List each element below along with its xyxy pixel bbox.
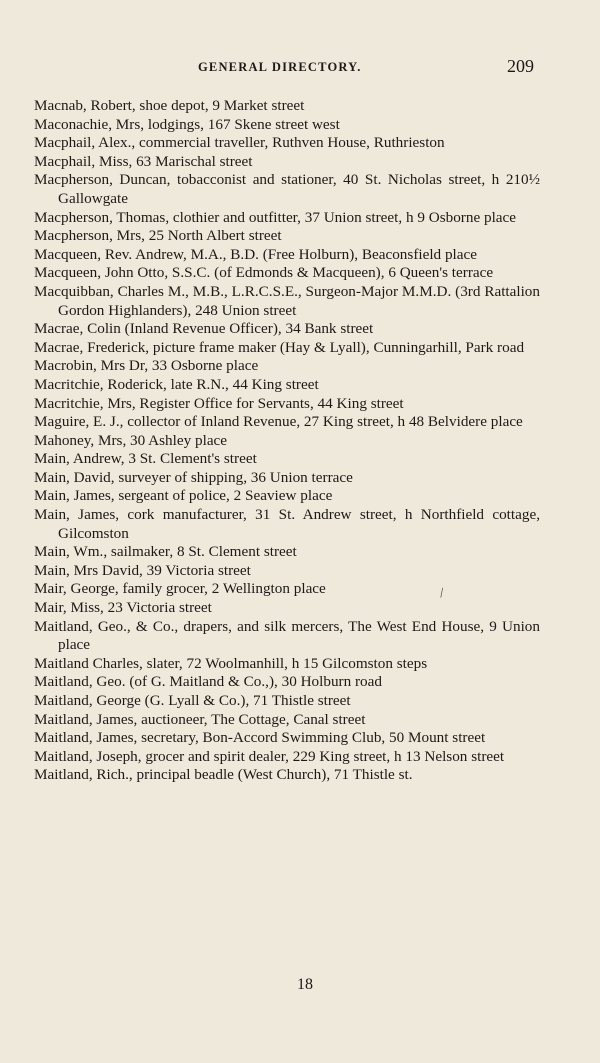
directory-entry: Maitland Charles, slater, 72 Woolmanhill, h 15 Gilcomston steps bbox=[34, 654, 428, 672]
directory-entry: Macrobin, Mrs Dr, 33 Osborne place bbox=[34, 357, 259, 375]
directory-entry: Maguire, E. J., collector of Inland Revenue, 27 King street, h 48 Belvidere place bbox=[34, 413, 523, 431]
page-header bbox=[0, 56, 600, 80]
directory-entry: Main, James, sergeant of police, 2 Seaview place bbox=[34, 487, 333, 505]
directory-entry: Macqueen, John Otto, S.S.C. (of Edmonds & Macqueen), 6 Queen's terrace bbox=[34, 264, 494, 282]
directory-entry: Maconachie, Mrs, lodgings, 167 Skene street west bbox=[34, 115, 340, 133]
directory-entry: Maitland, George (G. Lyall & Co.), 71 Thistle street bbox=[34, 692, 351, 709]
page-number: 209 bbox=[507, 56, 534, 76]
directory-entry: Maitland, Rich., principal beadle (West Church), 71 Thistle st. bbox=[34, 766, 413, 784]
directory-entry: Maitland, James, secretary, Bon-Accord Swimming Club, 50 Mount street bbox=[34, 729, 486, 747]
directory-entry: Main, Andrew, 3 St. Clement's street bbox=[34, 450, 257, 468]
directory-entry: Main, David, surveyer of shipping, 36 Union terrace bbox=[34, 468, 353, 486]
running-title: GENERAL DIRECTORY. bbox=[198, 60, 362, 74]
directory-entry: Mair, Miss, 23 Victoria street bbox=[34, 599, 212, 617]
directory-entry: Mahoney, Mrs, 30 Ashley place bbox=[34, 431, 228, 449]
directory-entry: Macnab, Robert, shoe depot, 9 Market street bbox=[34, 97, 305, 114]
directory-entry: Maitland, Joseph, grocer and spirit dealer, 229 King street, h 13 Nelson street bbox=[34, 747, 505, 765]
directory-entry: Macphail, Alex., commercial traveller, Ruthven House, Ruthrieston bbox=[34, 134, 445, 152]
directory-entry: Macphail, Miss, 63 Marischal street bbox=[34, 152, 253, 170]
directory-entry: Macrae, Colin (Inland Revenue Officer), 34 Bank street bbox=[34, 320, 374, 338]
directory-entry: Macquibban, Charles M., M.B., L.R.C.S.E., Surgeon-Major M.M.D. (3rd Rattalion Gordon Highlanders), 248 Union street bbox=[34, 282, 540, 319]
directory-entry: Macpherson, Duncan, tobacconist and stationer, 40 St. Nicholas street, h 210½ Gallowgate bbox=[34, 171, 540, 207]
signature-mark: 18 bbox=[297, 976, 313, 993]
directory-entry: Maitland, James, auctioneer, The Cottage, Canal street bbox=[34, 710, 366, 728]
directory-entry: Macritchie, Mrs, Register Office for Servants, 44 King street bbox=[34, 394, 404, 412]
directory-entry: Main, James, cork manufacturer, 31 St. Andrew street, h Northfield cottage, Gilcomston bbox=[34, 506, 540, 542]
directory-entry: Maitland, Geo. (of G. Maitland & Co.,), 30 Holburn road bbox=[34, 673, 382, 691]
directory-entry: Maitland, Geo., & Co., drapers, and silk mercers, The West End House, 9 Union place bbox=[34, 617, 540, 654]
directory-entries bbox=[34, 97, 540, 785]
directory-entry: Macritchie, Roderick, late R.N., 44 King street bbox=[34, 375, 319, 393]
directory-entry: Mair, George, family grocer, 2 Wellington place bbox=[34, 580, 326, 598]
directory-entry: Macqueen, Rev. Andrew, M.A., B.D. (Free Holburn), Beaconsfield place bbox=[34, 245, 477, 263]
directory-entry: Macpherson, Mrs, 25 North Albert street bbox=[34, 227, 282, 245]
directory-entry: Main, Mrs David, 39 Victoria street bbox=[34, 561, 251, 579]
directory-entry: Main, Wm., sailmaker, 8 St. Clement street bbox=[34, 543, 297, 561]
directory-entry: Macrae, Frederick, picture frame maker (Hay & Lyall), Cunningarhill, Park road bbox=[34, 338, 525, 356]
directory-entry: Macpherson, Thomas, clothier and outfitter, 37 Union street, h 9 Osborne place bbox=[34, 208, 517, 226]
stray-mark: \ bbox=[435, 586, 447, 602]
